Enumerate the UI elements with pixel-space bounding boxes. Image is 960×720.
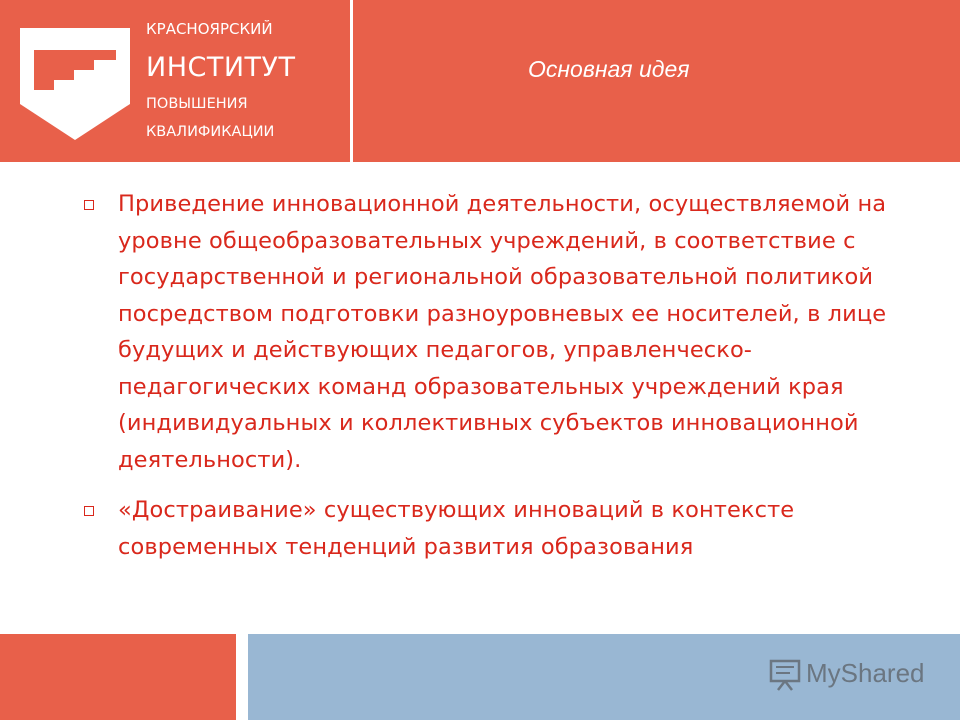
institute-logo-icon (20, 28, 130, 140)
bullet-item (80, 492, 890, 565)
watermark-brand (806, 658, 925, 689)
presentation-board-icon (768, 656, 802, 692)
logo-line-povysheniya: ПОВЫШЕНИЯ (146, 96, 248, 112)
myshared-watermark (768, 656, 928, 696)
logo-line-krasnoyarsky: КРАСНОЯРСКИЙ (146, 20, 273, 38)
square-bullet-icon (84, 506, 94, 516)
watermark-shared: Shared (840, 658, 925, 688)
bullet-text: Приведение инновационной деятельности, осуществляемой на уровне общеобразовательных учреждений, в соответствие с государственной и региональной образовательной политикой посредством подготовки разноуровневых ее носителей, в лице будущих и действующих педагогов, управленческо-педагогических команд образовательных учреждений края (индивидуальных и коллективных субъектов инновационной деятельности). (118, 191, 887, 473)
logo-line-kvalifikatsii: КВАЛИФИКАЦИИ (146, 124, 275, 140)
bullet-text: «Достраивание» существующих инноваций в контексте современных тенденций развития образования (118, 497, 795, 560)
slide-title: Основная идея (528, 56, 690, 82)
watermark-my: My (806, 658, 841, 688)
header-divider (350, 0, 353, 162)
footer-accent-block (0, 634, 236, 720)
square-bullet-icon (84, 200, 94, 210)
bullet-item (80, 186, 890, 478)
header-bar (0, 0, 960, 162)
bullet-list (80, 186, 890, 579)
logo-line-institut: ИНСТИТУТ (146, 52, 296, 83)
